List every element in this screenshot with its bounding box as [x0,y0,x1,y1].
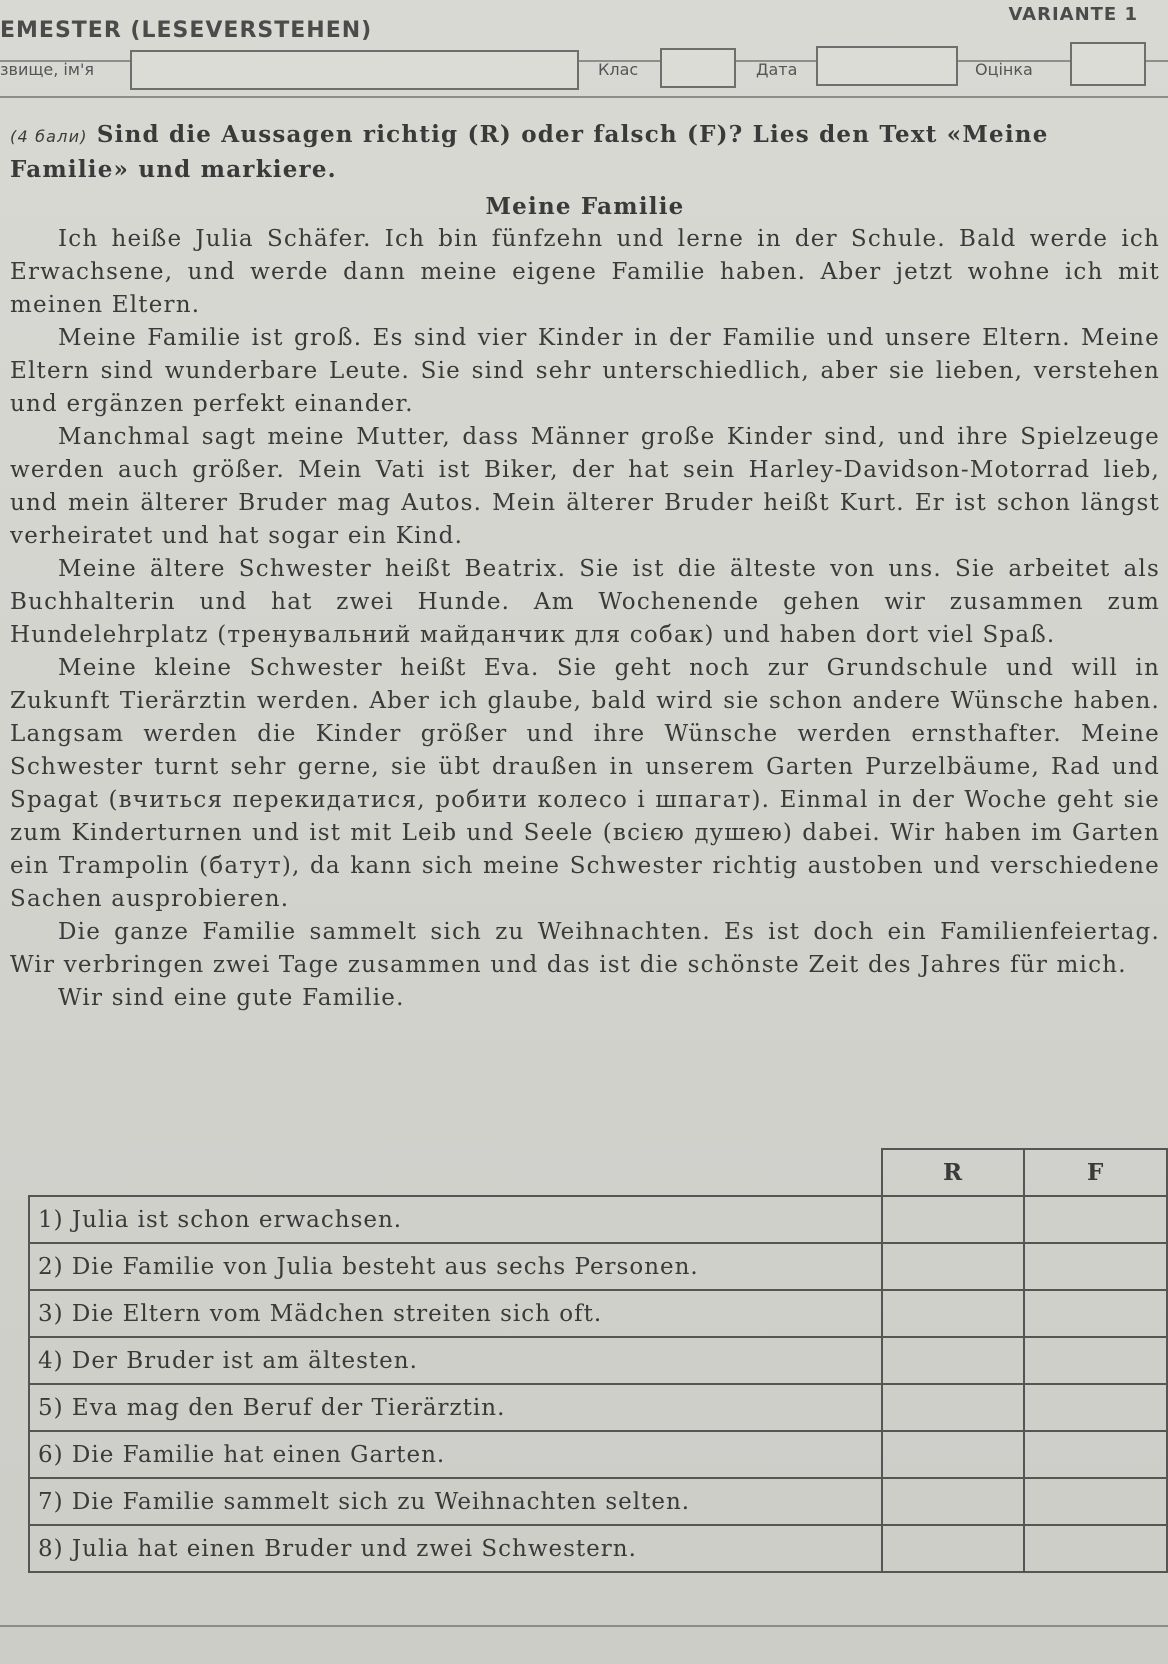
class-field[interactable] [660,48,736,88]
statement-cell: 1) Julia ist schon erwachsen. [29,1196,882,1243]
name-field[interactable] [130,50,579,90]
answer-cell-f[interactable] [1024,1243,1167,1290]
bottom-divider [0,1625,1168,1627]
task-instruction [10,118,1160,186]
table-row [29,1525,1167,1572]
date-field[interactable] [816,46,958,86]
table-row [29,1337,1167,1384]
answer-cell-f[interactable] [1024,1290,1167,1337]
column-header-f: F [1024,1149,1167,1196]
answer-cell-f[interactable] [1024,1478,1167,1525]
semester-title: ЕMESTER (LESEVERSTEHEN) [0,18,373,43]
table-row [29,1290,1167,1337]
student-info-row [0,40,1168,98]
statement-cell: 5) Eva mag den Beruf der Tierärztin. [29,1384,882,1431]
class-label: Клас [598,60,639,79]
reading-task [10,118,1160,1015]
text-paragraph: Ich heiße Julia Schäfer. Ich bin fünfzehn und lerne in der Schule. Bald werde ich Erwachsene, und werde dann meine eigene Familie haben. Aber jetzt wohne ich mit meinen Eltern. [10,226,1160,318]
grade-label: Оцінка [975,60,1033,79]
table-row [29,1243,1167,1290]
answer-cell-r[interactable] [882,1525,1025,1572]
answer-cell-f[interactable] [1024,1196,1167,1243]
table-header-row [29,1149,1167,1196]
task-points: (4 бали) [10,127,88,146]
statement-cell: 8) Julia hat einen Bruder und zwei Schwestern. [29,1525,882,1572]
text-paragraph: Meine Familie ist groß. Es sind vier Kinder in der Familie und unsere Eltern. Meine Eltern sind wunderbare Leute. Sie sind sehr unterschiedlich, aber sie lieben, verstehen und ergänzen perfekt einander. [10,325,1160,417]
answer-table-wrapper [28,1148,1168,1573]
table-row [29,1384,1167,1431]
text-paragraph: Meine ältere Schwester heißt Beatrix. Sie ist die älteste von uns. Sie arbeitet als Buchhalterin und hat zwei Hunde. Am Wochenende gehen wir zusammen zum Hundelehrplatz (тренувальний майданчик для собак) und haben dort viel Spaß. [10,556,1160,648]
statement-cell: 6) Die Familie hat einen Garten. [29,1431,882,1478]
answer-cell-f[interactable] [1024,1384,1167,1431]
column-header-r: R [882,1149,1025,1196]
table-header-blank [29,1149,882,1196]
name-label: звище, ім'я [0,60,94,79]
answer-cell-f[interactable] [1024,1431,1167,1478]
statement-cell: 4) Der Bruder ist am ältesten. [29,1337,882,1384]
answer-cell-f[interactable] [1024,1525,1167,1572]
statement-cell: 2) Die Familie von Julia besteht aus sechs Personen. [29,1243,882,1290]
grade-field[interactable] [1070,42,1146,86]
answer-table [28,1148,1168,1573]
answer-cell-r[interactable] [882,1243,1025,1290]
answer-cell-r[interactable] [882,1337,1025,1384]
text-title: Meine Familie [485,193,685,220]
statement-cell: 7) Die Familie sammelt sich zu Weihnachten selten. [29,1478,882,1525]
answer-cell-r[interactable] [882,1290,1025,1337]
text-paragraph: Wir sind eine gute Familie. [58,985,405,1011]
answer-cell-f[interactable] [1024,1337,1167,1384]
answer-cell-r[interactable] [882,1431,1025,1478]
table-row [29,1431,1167,1478]
date-label: Дата [756,60,798,79]
statement-cell: 3) Die Eltern vom Mädchen streiten sich oft. [29,1290,882,1337]
text-paragraph: Die ganze Familie sammelt sich zu Weihnachten. Es ist doch ein Familienfeiertag. Wir verbringen zwei Tage zusammen und das ist die schönste Zeit des Jahres für mich. [10,919,1160,978]
text-paragraph: Meine kleine Schwester heißt Eva. Sie geht noch zur Grundschule und will in Zukunft Tierärztin werden. Aber ich glaube, bald wird sie schon andere Wünsche haben. Langsam werden die Kinder größer und ihre Wünsche werden ernsthafter. Meine Schwester turnt sehr gerne, sie übt draußen in unserem Garten Purzelbäume, Rad und Spagat (вчитьcя перекидатися, робити колесо і шпагат). Einmal in der Woche geht sie zum Kinderturnen und ist mit Leib und Seele (всією душею) dabei. Wir haben im Garten ein Trampolin (батут), da kann sich meine Schwester richtig austoben und verschiedene Sachen ausprobieren. [10,655,1160,912]
variant-label: VARIANTE 1 [1008,4,1138,25]
table-row [29,1196,1167,1243]
answer-cell-r[interactable] [882,1196,1025,1243]
task-text: Sind die Aussagen richtig (R) oder falsch (F)? Lies den Text «Meine Familie» und markiere. [10,121,1049,183]
text-paragraph: Manchmal sagt meine Mutter, dass Männer große Kinder sind, und ihre Spielzeuge werden auch größer. Mein Vati ist Biker, der hat sein Harley-Davidson-Motorrad lieb, und mein älterer Bruder mag Autos. Mein älterer Bruder heißt Kurt. Er ist schon längst verheiratet und hat sogar ein Kind. [10,424,1160,549]
answer-cell-r[interactable] [882,1384,1025,1431]
answer-cell-r[interactable] [882,1478,1025,1525]
table-row [29,1478,1167,1525]
